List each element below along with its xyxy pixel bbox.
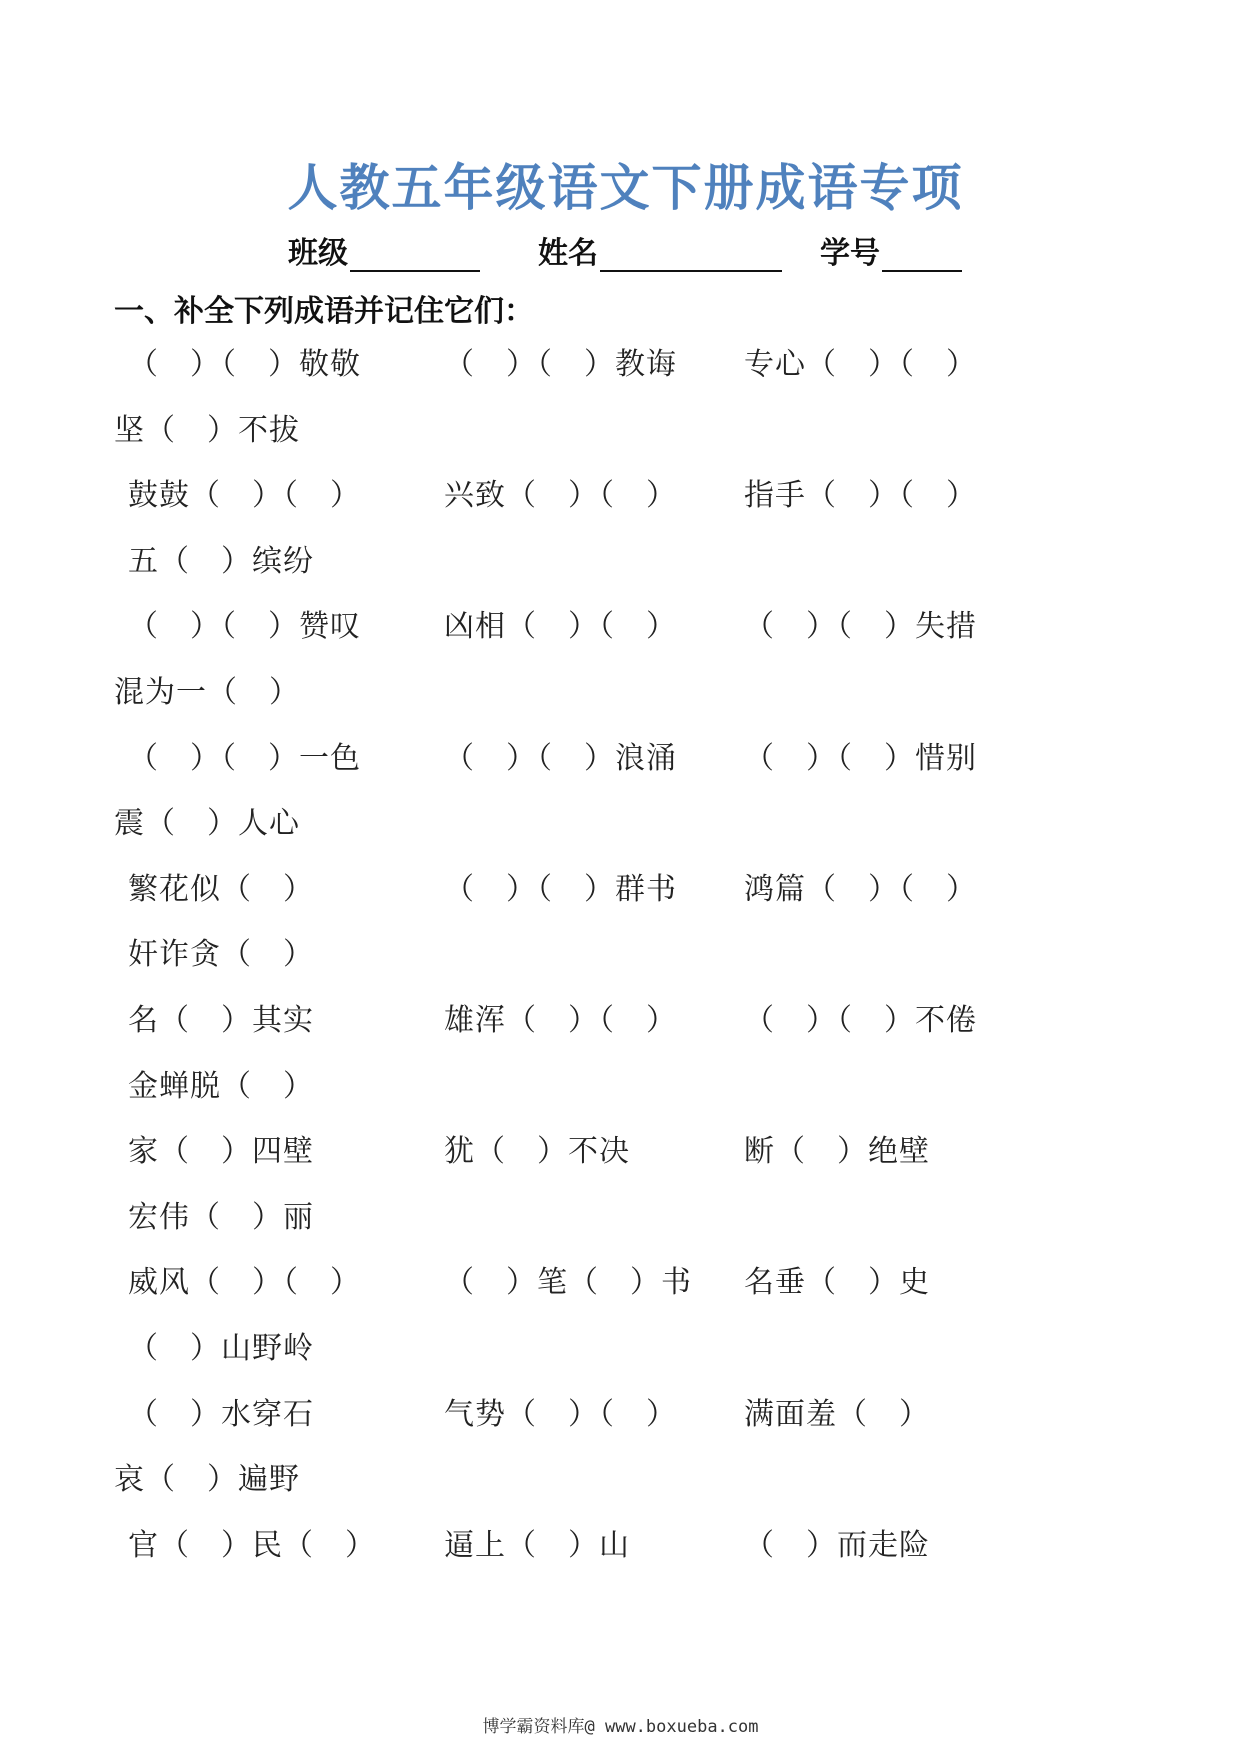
idiom-row <box>0 602 1241 652</box>
idiom-item: 奸诈贪（ ） <box>128 937 314 973</box>
footer-watermark: 博学霸资料库@ www.boxueba.com <box>482 1717 759 1737</box>
idiom-item: （ ）水穿石 <box>128 1396 314 1432</box>
idiom-row <box>0 1390 1241 1440</box>
name-blank[interactable] <box>600 236 782 272</box>
idiom-item: （ ）笔（ ）书 <box>444 1265 692 1301</box>
idiom-row <box>0 537 1241 587</box>
idiom-item: 指手（ ）（ ） <box>744 478 977 514</box>
idiom-item: （ ）（ ）赞叹 <box>128 609 361 645</box>
idiom-item: （ ）（ ）群书 <box>444 871 677 907</box>
idiom-item: 坚（ ）不拔 <box>114 412 300 448</box>
idiom-item: 名垂（ ）史 <box>744 1265 930 1301</box>
idiom-item: 雄浑（ ）（ ） <box>444 1003 677 1038</box>
idiom-item: 气势（ ）（ ） <box>444 1396 677 1432</box>
idiom-row <box>0 734 1241 784</box>
document-title: 人教五年级语文下册成语专项 <box>287 159 964 217</box>
idiom-row <box>0 1455 1241 1505</box>
student-id-blank[interactable] <box>882 236 962 272</box>
idiom-item: 鼓鼓（ ）（ ） <box>128 478 361 514</box>
student-id-label: 学号 <box>820 236 880 271</box>
idiom-row <box>0 1324 1241 1374</box>
idiom-item: 繁花似（ ） <box>128 871 314 907</box>
idiom-item: 名（ ）其实 <box>128 1003 314 1038</box>
idiom-item: 宏伟（ ）丽 <box>128 1199 314 1235</box>
idiom-item: （ ）而走险 <box>744 1527 930 1563</box>
idiom-item: 震（ ）人心 <box>114 806 300 842</box>
idiom-row <box>0 1127 1241 1177</box>
idiom-item: （ ）（ ）教诲 <box>444 347 677 382</box>
idiom-item: 凶相（ ）（ ） <box>444 609 677 645</box>
idiom-row <box>0 406 1241 456</box>
idiom-row <box>0 471 1241 521</box>
idiom-row <box>0 1258 1241 1308</box>
idiom-item: 金蝉脱（ ） <box>128 1068 314 1104</box>
idiom-item: 犹（ ）不决 <box>444 1134 630 1170</box>
idiom-item: 专心（ ）（ ） <box>744 347 977 382</box>
student-id-field <box>820 228 962 272</box>
idiom-item: 家（ ）四壁 <box>128 1134 314 1170</box>
idiom-row <box>0 930 1241 980</box>
class-label: 班级 <box>288 236 348 271</box>
idiom-item: 兴致（ ）（ ） <box>444 478 677 514</box>
idiom-item: 逼上（ ）山 <box>444 1527 630 1563</box>
idiom-item: （ ）（ ）敬敬 <box>128 347 361 382</box>
idiom-item: （ ）（ ）失措 <box>744 609 977 645</box>
idiom-row <box>0 340 1241 390</box>
idiom-item: 哀（ ）遍野 <box>114 1462 300 1498</box>
idiom-row <box>0 1193 1241 1243</box>
idiom-row <box>0 996 1241 1046</box>
idiom-row <box>0 1062 1241 1112</box>
idiom-item: 满面羞（ ） <box>744 1396 930 1432</box>
name-field <box>538 228 782 272</box>
idiom-item: 官（ ）民（ ） <box>128 1527 376 1563</box>
idiom-item: （ ）（ ）浪涌 <box>444 740 677 776</box>
class-field <box>288 228 480 272</box>
idiom-row <box>0 1521 1241 1571</box>
class-blank[interactable] <box>350 236 480 272</box>
name-label: 姓名 <box>538 236 598 271</box>
idiom-row <box>0 799 1241 849</box>
idiom-item: 鸿篇（ ）（ ） <box>744 871 977 907</box>
section-heading: 一、补全下列成语并记住它们： <box>114 294 534 329</box>
idiom-row <box>0 865 1241 915</box>
idiom-item: （ ）（ ）不倦 <box>744 1003 977 1038</box>
idiom-item: 五（ ）缤纷 <box>128 543 314 579</box>
idiom-row <box>0 668 1241 718</box>
idiom-item: 断（ ）绝壁 <box>744 1134 930 1170</box>
idiom-item: （ ）（ ）惜别 <box>744 740 977 776</box>
idiom-item: （ ）山野岭 <box>128 1331 314 1366</box>
idiom-item: 混为一（ ） <box>114 675 300 710</box>
idiom-item: （ ）（ ）一色 <box>128 740 361 776</box>
idiom-item: 威风（ ）（ ） <box>128 1265 361 1301</box>
